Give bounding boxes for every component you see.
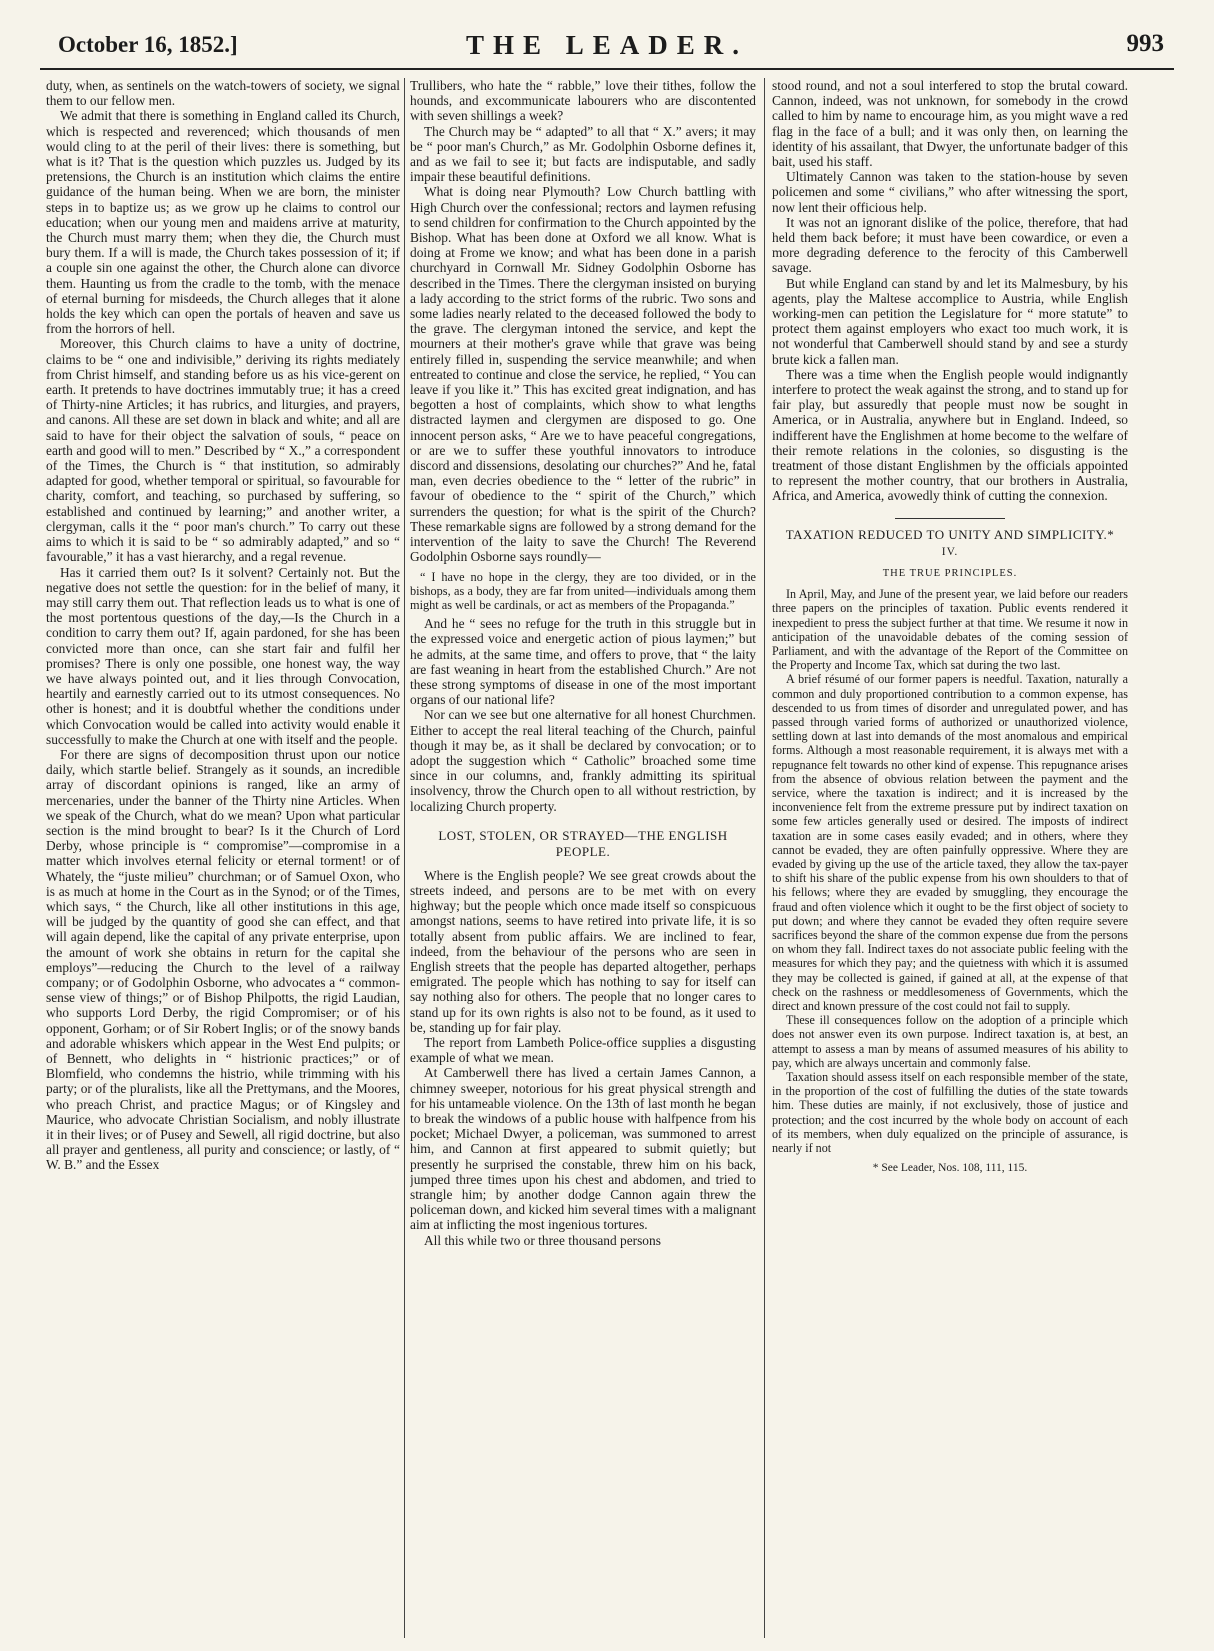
issue-date: October 16, 1852.] xyxy=(58,32,238,57)
paragraph: In April, May, and June of the present year, we laid before our readers three papers on the principles of taxation. Public events rendered it inexpedient to press the subject further at that time. We resume it now in anticipation of the unavoidable debates of the coming session of Parliament, and with the advantage of the Report of the Committee on the Property and Income Tax, which sat during the two last. xyxy=(772,587,1128,673)
paragraph: A brief résumé of our former papers is needful. Taxation, naturally a common and duly proportioned contribution to a common expense, has descended to us from times of disorder and unregulated power, and has passed through varied forms of authorized or unauthorized violence, settling down at last into demands of the most anomalous and empirical forms. Although a most reasonable requirement, it is always met with a repugnance felt towards no other kind of expense. This repugnance arises from the absence of obvious relation between the payment and the service, where the taxation is indirect; and it is increased by the inconvenience felt from the extreme pressure put by indirect taxation on some few articles generally used or desired. The imposts of indirect taxation are in some cases easily evaded; and in others, where they cannot be evaded, they are often painfully oppressive. Where they are evaded by giving up the use of the article taxed, they allow the tax-payer to shift his share of the public expense from his own shoulders to that of his fellows; where they are evaded by smuggling, they encourage the fraud and often violence which it ought to be the first object of society to put down; and where they cannot be evaded they often require severe sacrifices beyond the share of the common expense due from the persons on whom they fall. Indirect taxes do not associate public feeling with the measures for which they pay; and the quietness with which it is assumed they may be collected is gained, if gained at all, at the expense of that check on the rashness or meddlesomeness of Governments, which the direct and known pressure of the cost could not fail to supply. xyxy=(772,672,1128,1013)
page-number: 993 xyxy=(1126,30,1164,57)
paragraph: But while England can stand by and let its Malmesbury, by his agents, play the Maltese accomplice to Austria, while English working-men can petition the Legislature for “ more statute” to protect them against employers who exact too much work, it is not wonderful that Camberwell should stand by and see a sturdy brute kick a fallen man. xyxy=(772,275,1128,367)
paragraph: At Camberwell there has lived a certain James Cannon, a chimney sweeper, notorious for his great physical strength and for his untameable violence. On the 13th of last month he began to break the windows of a public house with halfpence from his pocket; Michael Dwyer, a policeman, was summoned to arrest him, and Cannon at first appeared to submit quietly; but presently he surprised the constable, threw him on his back, jumped three times upon his chest and abdomen, and tried to strangle him; by another dodge Cannon again threw the policeman down, and kicked him several times with a malignant aim at inflicting the most ingenious tortures. xyxy=(410,1065,756,1233)
paragraph: Where is the English people? We see great crowds about the streets indeed, and persons are to be met with on every highway; but the people which once made itself so conspicuous amongst nations, seems to have retired into private life, it is so totally absent from public affairs. We are inclined to fear, indeed, from the behaviour of the persons who are seen in English streets that the people has departed altogether, perhaps emigrated. The people which has nothing to say for itself can say nothing also for others. The people that no longer cares to stand up for its own rights is also not to be found, as it used to be, standing up for fair play. xyxy=(410,867,756,1035)
paragraph: Has it carried them out? Is it solvent? Certainly not. But the negative does not settle the question: for in the belief of many, it may still carry them out. That reflection leads us to what is one of the most portentous questions of the day,—Is the Church in a condition to carry them out? If, again pardoned, for she has been convicted more than once, can she start fair and fulfil her promises? There is only one possible, one honest way, the way we have always pointed out, and it lies through Convocation, heartily and earnestly carried out to its utmost consequences. No other is honest; and it is doubtful whether the conditions under which Convocation would be called into activity would enable it successfully to make the Church at one with itself and the people. xyxy=(46,564,400,747)
paragraph: What is doing near Plymouth? Low Church battling with High Church over the confessional; rectors and laymen refusing to send children for confirmation to the Church appointed by the Bishop. What has been done at Oxford we all know. What is doing at Frome we know; and what has been done in a parish churchyard in Cornwall Mr. Sidney Godolphin Osborne has described in the Times. There the clergyman insisted on burying a lady according to the strict forms of the rubric. Two sons and some ladies nearly related to the deceased followed the body to the grave. The clergyman intoned the service, and kept the mourners at their mother's grave while that grave was being entirely filled in, suspending the service meanwhile; and when entreated to continue and close the service, he replied, “ You can leave if you like it.” This has excited great indignation, and has begotten a host of complaints, which show to what lengths distracted laymen and clergymen are disposed to go. One innocent person asks, “ Are we to have peaceful congregations, or are we to suffer these youthful innovators to introduce discord and dissensions, desolating our churches?” And he, fatal man, even decries obedience to the “ letter of the rubric” in favour of obedience to the “ spirit of the Church,” which surrenders the question; for what is the spirit of the Church? These remarkable signs are followed by a strong demand for the intervention of the laity to save the Church! The Reverend Godolphin Osborne says roundly— xyxy=(410,184,756,565)
paragraph: All this while two or three thousand persons xyxy=(424,1232,661,1248)
paragraph: We admit that there is something in England called its Church, which is respected and reverenced; which thousands of men would cling to at the peril of their lives: there is something, but what is it? That is the question which puzzles us. Judged by its pretensions, the Church is an institution which claims the entire guidance of the human being. When we are born, the minister steps in to baptize us; as we grow up he claims to control our education; when our young men and maidens arrive at maturity, the Church must marry them; when they die, the Church must bury them. If a will is made, the Church takes possession of it; if a couple sin one against the other, the Church alone can divorce them. Haunting us from the cradle to the tomb, with the menace of eternal burning for misdeeds, the Church alleges that it alone holds the key which can open the portals of heaven and save us from the horrors of hell. xyxy=(46,108,400,337)
article-heading: LOST, STOLEN, OR STRAYED—THE ENGLISH PEOPLE. xyxy=(438,827,728,859)
paragraph: The Church may be “ adapted” to all that “ X.” avers; it may be “ poor man's Church,” as Mr. Godolphin Osborne defines it, and as we fail to see it; but facts are indisputable, and sadly impair these beautiful definitions. xyxy=(410,123,756,185)
masthead xyxy=(40,18,1174,70)
paragraph: It was not an ignorant dislike of the police, therefore, that had held them back before; it must have been cowardice, or even a more degrading deference to the ferocity of this Camberwell savage. xyxy=(772,214,1128,276)
article-heading: TAXATION REDUCED TO UNITY AND SIMPLICITY.* xyxy=(785,526,1115,542)
paragraph: These ill consequences follow on the adoption of a principle which does not answer even its own purpose. Indirect taxation is, at best, an attempt to assess a man by means of assumed measures of his ability to pay, which are always uncertain and commonly false. xyxy=(772,1013,1128,1070)
article-numeral: IV. xyxy=(941,545,959,558)
quote-text: “ I have no hope in the clergy, they are too divided, or in the bishops, as a body, they are far from united—individuals among them might as well be cardinals, or act as members of the Propaganda.” xyxy=(410,569,756,612)
column-divider xyxy=(404,78,405,1638)
newspaper-title: THE LEADER. xyxy=(465,30,749,60)
column-divider xyxy=(764,78,765,1638)
paragraph: Ultimately Cannon was taken to the station-house by seven policemen and some “ civilians,” who after witnessing the sport, now lent their officious help. xyxy=(772,169,1128,215)
article-body xyxy=(772,587,1128,1155)
article-subheading: THE TRUE PRINCIPLES. xyxy=(882,567,1018,579)
paragraph: And he “ sees no refuge for the truth in this struggle but in the expressed voice and energetic action of pious laymen;” but he admits, at the same time, and offers to prove, that “ the laity are fast weaning in heart from the established Church.” Are not these strong symptoms of disease in one of the most important organs of our national life? xyxy=(410,616,756,708)
paragraph: The report from Lambeth Police-office supplies a disgusting example of what we mean. xyxy=(410,1034,756,1066)
paragraph: stood round, and not a soul interfered to stop the brutal coward. Cannon, indeed, was not unknown, for somebody in the crowd called to him by name to encourage him, as you might wave a red flag in the face of a bull; and it was only then, on learning the identity of his assailant, that Dwyer, the unfortunate badger of this bait, used his staff. xyxy=(772,78,1128,170)
paragraph: Taxation should assess itself on each responsible member of the state, in the proportion of the cost of fulfilling the duties of the state towards him. These duties are mainly, if not exclusively, those of justice and protection; and the cost incurred by the whole body on account of each of its members, when duly equalized on the principle of assurance, is nearly if not xyxy=(772,1070,1128,1156)
paragraph: For there are signs of decomposition thrust upon our notice daily, which startle belief. Strangely as it sounds, an incredible array of discordant opinions is ranged, like an army of mercenaries, under the banner of the Thirty nine Articles. When we speak of the Church, what do we mean? Upon what particular section is the mind brought to bear? Is it the Church of Lord Derby, whose principle is “ compromise”—compromise in a matter which involves eternal felicity or eternal torment! or of Whately, the “juste milieu” churchman; or of Samuel Oxon, who is as much at home in the Court as in the Synod; or of the Times, which says, “ the Church, like all other institutions in this age, will be judged by the quantity of good she can effect, and that will again depend, like the capital of any private enterprise, upon the amount of work she obtains in return for the capital she employs”—reducing the Church to the level of a railway company; or of Godolphin Osborne, who advocates a “ common-sense view of things;” or of Bishop Philpotts, the rigid Laudian, who supports Lord Derby, the rigid Compromiser; or of his opponent, Gorham; or of Sir Robert Inglis; or of the snowy bands and adorable whiskers which appear in the West End pulpits; or of Bennett, who delights in “ histrionic practices;” or of Blomfield, who condemns the histrio, while trimming with his party; or of the pluralists, like all the Prettymans, and the Moores, who preach Christ, and practice Magus; or of Kingsley and Maurice, who advocate Christian Socialism, and nobly illustrate it in their lives; or of Pusey and Sewell, all rigid doctrine, but also all prayer and gentleness, all purity and conscience; or lastly, of “ W. B.” and the Essex xyxy=(46,746,400,1173)
paragraph: There was a time when the English people would indignantly interfere to protect the weak against the strong, and to stand up for fair play, but assuredly that people must now be sought in America, or in Australia, anywhere but in England. Indeed, so indifferent have the Englishmen at home become to the welfare of their remote relations in the colonies, so disgusting is the treatment of those distant Englishmen by the officials appointed to represent the mother country, that our brothers in Australia, Africa, and America, avowedly think of cutting the connexion. xyxy=(772,366,1128,504)
column-1 xyxy=(46,78,400,1640)
column-2 xyxy=(410,78,756,1640)
footnote: * See Leader, Nos. 108, 111, 115. xyxy=(872,1162,1028,1175)
section-divider xyxy=(895,518,1005,519)
paragraph: Moreover, this Church claims to have a unity of doctrine, claims to be “ one and indivisible,” deriving its rights mediately from Christ himself, and standing before us as his vice-gerent on earth. It pretends to have doctrines immutably true; it has a creed of Thirty-nine Articles; it has rubrics, and liturgies, and prayers, and canons. All these are set down in black and white; and all are said to have for their object the salvation of souls, “ peace on earth and good will to men.” Described by “ X.,” a correspondent of the Times, the Church is “ that institution, so admirably adapted for good, whether temporal or spiritual, so favourable for charity, comfort, and teaching, so purchased by suffering, so established and continued by learning;” and another writer, a clergyman, calls it the “ poor man's church.” To carry out these aims to which it is said to be “ so admirably adapted,” and so “ favourable,” it has a vast hierarchy, and a regal revenue. xyxy=(46,336,400,565)
paragraph: Nor can we see but one alternative for all honest Churchmen. Either to accept the real literal teaching of the Church, painful though it may be, as it shall be declared by convocation; or to adopt the suggestion which “ Catholic” broached some time since in our columns, and, frankly admitting its spiritual insolvency, throw the Church open to all without restriction, by localizing Church property. xyxy=(410,707,756,814)
block-quote xyxy=(410,570,756,613)
paragraph: Trullibers, who hate the “ rabble,” love their tithes, follow the hounds, and excommunicate labourers who are discontented with seven shillings a week? xyxy=(410,78,756,124)
column-3 xyxy=(772,78,1128,1640)
paragraph: duty, when, as sentinels on the watch-towers of society, we signal them to our fellow men. xyxy=(46,78,400,109)
